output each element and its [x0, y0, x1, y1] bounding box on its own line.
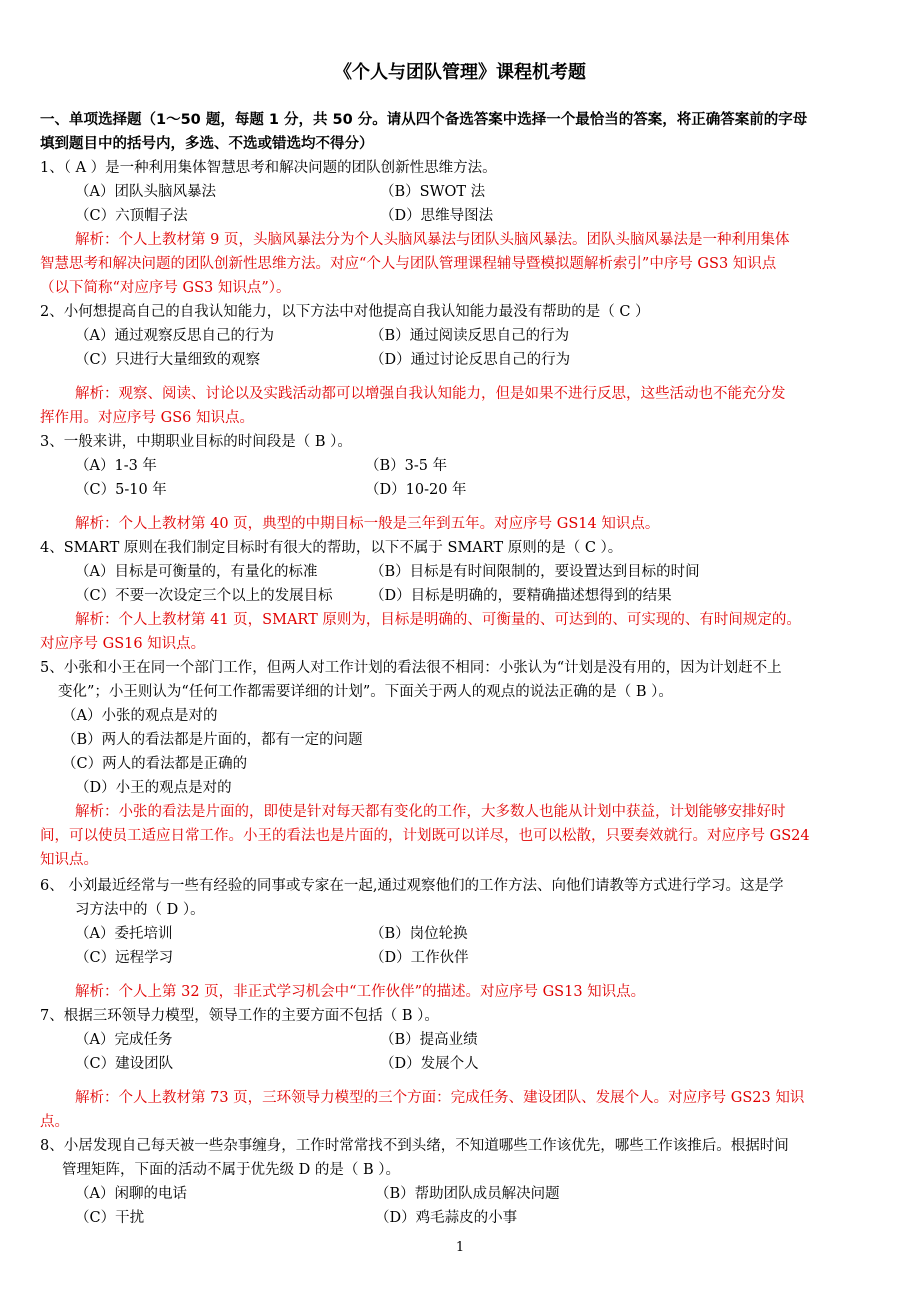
question-7-stem: 7、根据三环领导力模型，领导工作的主要方面不包括（ B ）。	[40, 1008, 439, 1024]
question-2-option-a: （A）通过观察反思自己的行为	[75, 328, 274, 344]
question-3-analysis-line-1: 解析：个人上教材第 40 页，典型的中期目标一般是三年到五年。对应序号 GS14 知识点。	[75, 516, 660, 532]
question-8-stem-line-2: 管理矩阵，下面的活动不属于优先级 D 的是（ B ）。	[62, 1162, 400, 1178]
question-6-option-a: （A）委托培训	[75, 926, 173, 942]
question-4-analysis-line-1: 解析：个人上教材第 41 页，SMART 原则为，目标是明确的、可衡量的、可达到的、可实现的、有时间规定的。	[75, 612, 801, 628]
question-6-option-d: （D）工作伙伴	[370, 950, 469, 966]
question-2-option-d: （D）通过讨论反思自己的行为	[370, 352, 571, 368]
question-8-option-b: （B）帮助团队成员解决问题	[375, 1186, 560, 1202]
question-3-option-a: （A）1-3 年	[75, 458, 157, 474]
question-6-analysis-line-1: 解析：个人上第 32 页，非正式学习机会中“工作伙伴”的描述。对应序号 GS13 知识点。	[75, 984, 646, 1000]
question-6-stem-line-1: 6、 小刘最近经常与一些有经验的同事或专家在一起,通过观察他们的工作方法、向他们请教等方式进行学习。这是学	[40, 878, 784, 894]
question-2-analysis-line-1: 解析：观察、阅读、讨论以及实践活动都可以增强自我认知能力，但是如果不进行反思，这些活动也不能充分发	[75, 386, 786, 402]
question-1-analysis-line-2: 智慧思考和解决问题的团队创新性思维方法。对应“个人与团队管理课程辅导暨模拟题解析索引”中序号 GS3 知识点	[40, 256, 777, 272]
section-header-line-2: 填到题目中的括号内，多选、不选或错选均不得分）	[40, 136, 374, 152]
question-3-option-b: （B）3-5 年	[365, 458, 448, 474]
question-3-option-c: （C）5-10 年	[75, 482, 167, 498]
question-7-analysis-line-2: 点。	[40, 1114, 69, 1130]
question-7-option-b: （B）提高业绩	[380, 1032, 478, 1048]
question-5-stem-line-1: 5、小张和小王在同一个部门工作，但两人对工作计划的看法很不相同：小张认为“计划是没有用的，因为计划赶不上	[40, 660, 782, 676]
question-2-option-c: （C）只进行大量细致的观察	[75, 352, 261, 368]
question-8-option-d: （D）鸡毛蒜皮的小事	[375, 1210, 518, 1226]
section-header-line-1: 一、单项选择题（1～50 题，每题 1 分，共 50 分。请从四个备选答案中选择一个最恰当的答案，将正确答案前的字母	[40, 112, 808, 128]
question-4-analysis-line-2: 对应序号 GS16 知识点。	[40, 636, 206, 652]
question-7-option-c: （C）建设团队	[75, 1056, 174, 1072]
question-7-analysis-line-1: 解析：个人上教材第 73 页，三环领导力模型的三个方面：完成任务、建设团队、发展个人。对应序号 GS23 知识	[75, 1090, 805, 1106]
question-6-option-b: （B）岗位轮换	[370, 926, 468, 942]
question-4-option-b: （B）目标是有时间限制的，要设置达到目标的时间	[370, 564, 700, 580]
question-1-analysis-line-1: 解析：个人上教材第 9 页，头脑风暴法分为个人头脑风暴法与团队头脑风暴法。团队头脑风暴法是一种利用集体	[75, 232, 790, 248]
question-1-analysis-line-3: （以下简称“对应序号 GS3 知识点”）。	[40, 280, 291, 296]
question-4-option-a: （A）目标是可衡量的，有量化的标准	[75, 564, 318, 580]
question-2-stem: 2、小何想提高自己的自我认知能力，以下方法中对他提高自我认知能力最没有帮助的是（ C ）	[40, 304, 650, 320]
question-7-option-d: （D）发展个人	[380, 1056, 479, 1072]
question-5-option-c: （C）两人的看法都是正确的	[62, 756, 248, 772]
question-5-analysis-line-1: 解析：小张的看法是片面的，即使是针对每天都有变化的工作，大多数人也能从计划中获益，计划能够安排好时	[75, 804, 786, 820]
question-3-stem: 3、一般来讲，中期职业目标的时间段是（ B ）。	[40, 434, 352, 450]
question-1-stem: 1、（ A ）是一种利用集体智慧思考和解决问题的团队创新性思维方法。	[40, 160, 497, 176]
question-1-option-b: （B）SWOT 法	[380, 184, 486, 200]
question-6-stem-line-2: 习方法中的（ D ）。	[75, 902, 205, 918]
question-7-option-a: （A）完成任务	[75, 1032, 173, 1048]
question-8-option-a: （A）闲聊的电话	[75, 1186, 187, 1202]
question-5-option-a: （A）小张的观点是对的	[62, 708, 218, 724]
question-6-option-c: （C）远程学习	[75, 950, 174, 966]
question-5-option-b: （B）两人的看法都是片面的，都有一定的问题	[62, 732, 363, 748]
question-1-option-d: （D）思维导图法	[380, 208, 494, 224]
question-5-option-d: （D）小王的观点是对的	[75, 780, 232, 796]
question-1-option-c: （C）六顶帽子法	[75, 208, 188, 224]
question-2-analysis-line-2: 挥作用。对应序号 GS6 知识点。	[40, 410, 254, 426]
question-5-analysis-line-3: 知识点。	[40, 852, 98, 868]
question-5-stem-line-2: 变化”；小王则认为“任何工作都需要详细的计划”。下面关于两人的观点的说法正确的是（ B ）。	[58, 684, 673, 700]
question-4-option-c: （C）不要一次设定三个以上的发展目标	[75, 588, 333, 604]
question-1-option-a: （A）团队头脑风暴法	[75, 184, 216, 200]
question-2-option-b: （B）通过阅读反思自己的行为	[370, 328, 570, 344]
page-number: 1	[455, 1240, 465, 1255]
document-title: 《个人与团队管理》课程机考题	[334, 62, 586, 83]
question-8-option-c: （C）干扰	[75, 1210, 145, 1226]
question-8-stem-line-1: 8、小居发现自己每天被一些杂事缠身，工作时常常找不到头绪，不知道哪些工作该优先，哪些工作该推后。根据时间	[40, 1138, 789, 1154]
question-5-analysis-line-2: 间，可以使员工适应日常工作。小王的看法也是片面的，计划既可以详尽，也可以松散，只要奏效就行。对应序号 GS24	[40, 828, 810, 844]
question-4-stem: 4、SMART 原则在我们制定目标时有很大的帮助，以下不属于 SMART 原则的是（ C ）。	[40, 540, 623, 556]
question-4-option-d: （D）目标是明确的，要精确描述想得到的结果	[370, 588, 672, 604]
question-3-option-d: （D）10-20 年	[365, 482, 467, 498]
